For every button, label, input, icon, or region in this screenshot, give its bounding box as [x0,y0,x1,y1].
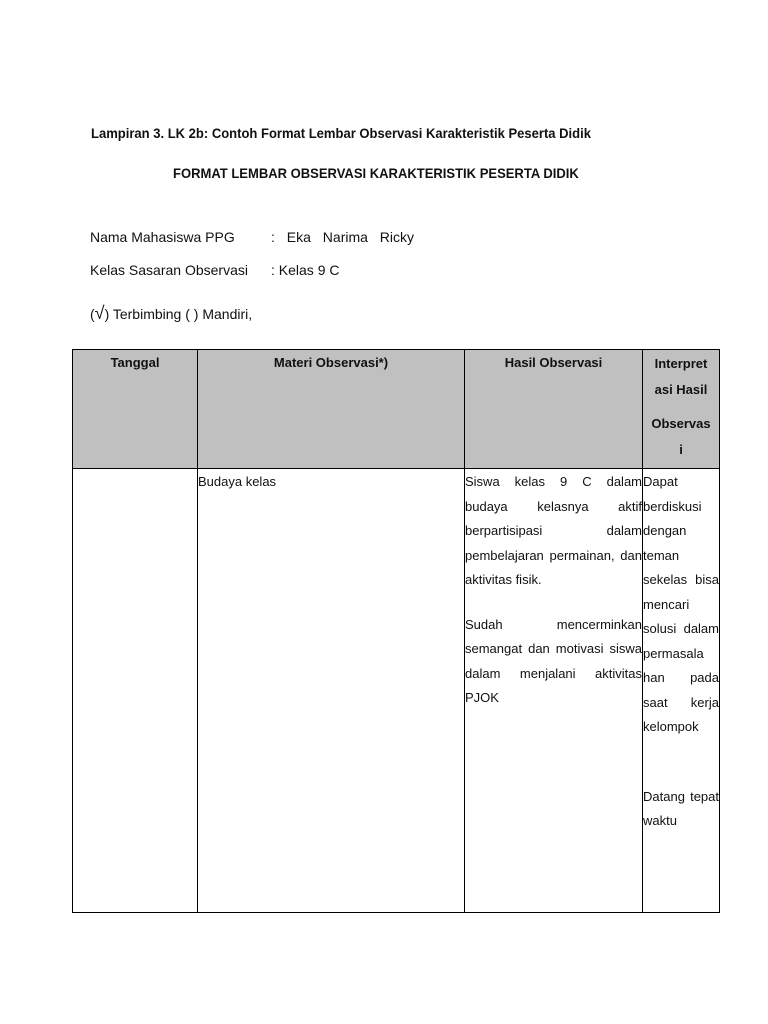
form-title: FORMAT LEMBAR OBSERVASI KARAKTERISTIK PESERTA DIDIK [173,165,579,181]
paragraph-gap [643,740,719,785]
mode-open-paren: ( [90,306,95,322]
header-tanggal: Tanggal [73,350,198,469]
table-row [73,469,720,913]
nama-label: Nama Mahasiswa PPG [90,229,235,245]
nama-value: : Eka Narima Ricky [271,229,415,245]
header-interp-line2: asi Hasil [654,382,708,397]
cell-tanggal [73,469,198,913]
mode-text: ) Terbimbing ( ) Mandiri, [104,306,253,322]
header-interp-line1: Interpret [654,356,708,371]
header-interp-line4: i [679,442,683,457]
hasil-paragraph-2: Sudah mencerminkan semangat dan motivasi siswa dalam menjalani aktivitas PJOK [465,616,642,705]
info-row-kelas [90,262,339,278]
document-title: Lampiran 3. LK 2b: Contoh Format Lembar Observasi Karakteristik Peserta Didik [91,125,591,141]
hasil-paragraph-1: Siswa kelas 9 C dalam budaya kelasnya aktif berpartisipasi dalam pembelajaran permainan, dan aktivitas fisik. [465,474,642,587]
paragraph-gap [465,593,642,613]
header-interp-line3: Observas [651,416,711,431]
header-materi: Materi Observasi*) [198,350,465,469]
kelas-label: Kelas Sasaran Observasi [90,262,248,278]
interp-paragraph-2: Datang tepat waktu [643,788,719,828]
interp-paragraph-1: Dapat berdiskusi dengan teman sekelas bisa mencari solusi dalam permasala han pada saat kerja kelompok [643,474,719,734]
cell-hasil [465,469,643,913]
table-header-row [73,350,720,469]
info-row-mode [90,303,252,324]
cell-materi: Budaya kelas [198,469,465,913]
kelas-value: : Kelas 9 C [271,262,340,278]
check-mark-icon: √ [94,303,105,323]
observation-table [72,349,720,913]
header-interpretasi [643,350,720,469]
info-row-nama [90,229,414,245]
header-hasil: Hasil Observasi [465,350,643,469]
cell-interpretasi [643,469,720,913]
